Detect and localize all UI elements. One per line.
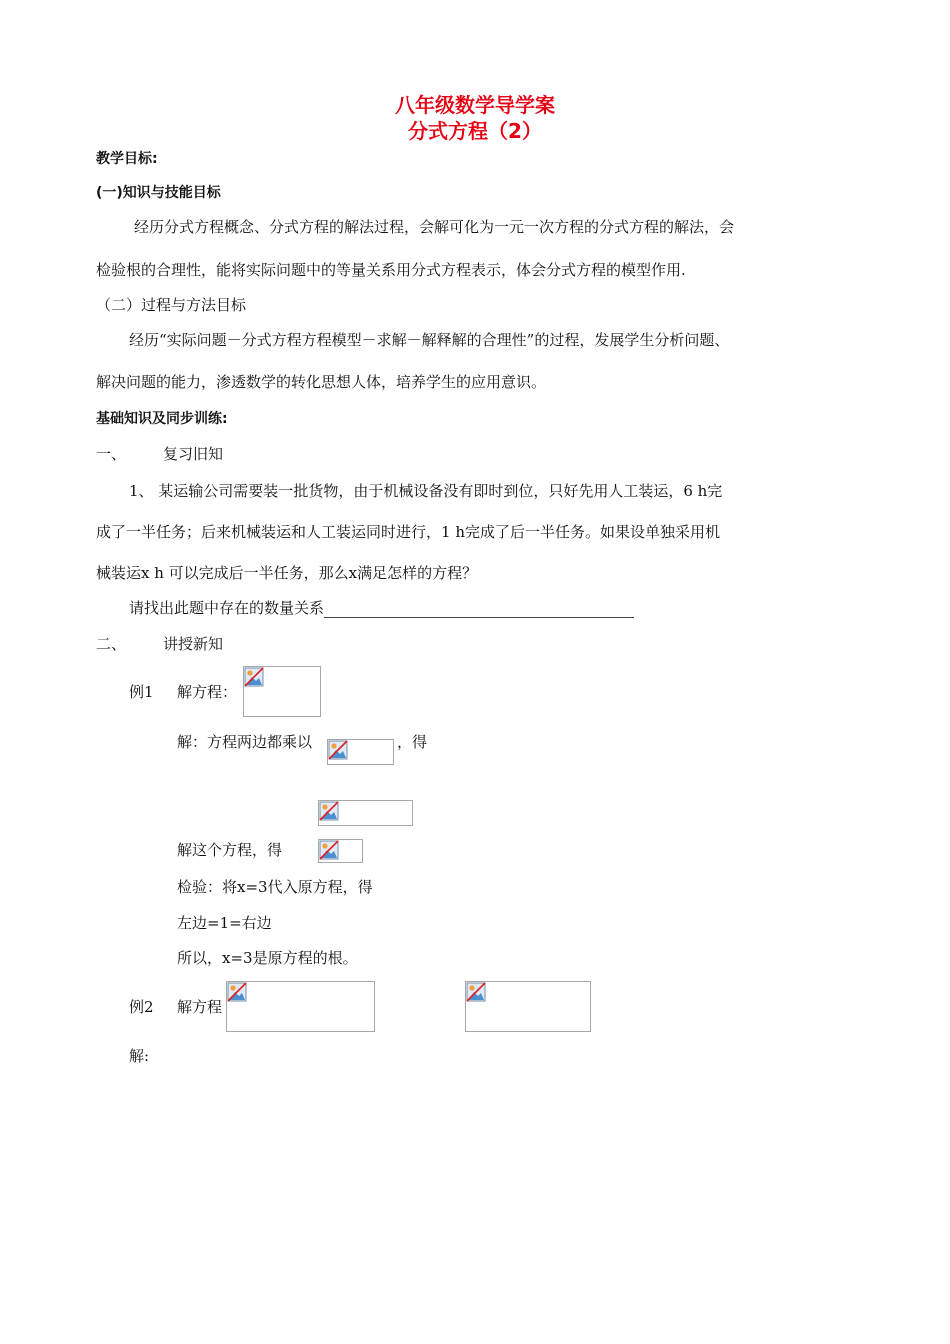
new-knowledge-title: 讲授新知 — [163, 635, 224, 653]
broken-image-icon — [466, 982, 486, 1002]
process-heading: （二）过程与方法目标 — [96, 296, 247, 314]
example-2-prompt: 解方程 — [177, 998, 223, 1016]
example-1-conclusion: 所以，x=3是原方程的根。 — [177, 949, 358, 967]
example-2-label: 例2 — [129, 998, 154, 1016]
equation-image-3 — [226, 981, 375, 1032]
question-1-prompt — [129, 598, 634, 618]
equation-image-2 — [318, 800, 413, 826]
review-number: 一、 — [96, 445, 127, 463]
broken-image-icon — [319, 801, 339, 821]
example-1-lhs-rhs: 左边=1=右边 — [177, 914, 272, 932]
multiplier-image — [327, 739, 394, 765]
equation-image-4 — [465, 981, 591, 1032]
knowledge-heading: (一)知识与技能目标 — [96, 185, 221, 201]
example-1-step-2: 解这个方程，得 — [177, 841, 283, 859]
broken-image-icon — [328, 740, 348, 760]
broken-image-icon — [227, 982, 247, 1002]
page-title: 八年级数学导学案 — [395, 93, 555, 117]
broken-image-icon — [319, 840, 339, 860]
broken-image-icon — [244, 667, 264, 687]
example-1-check: 检验：将x=3代入原方程，得 — [177, 878, 373, 896]
example-2-solution: 解: — [129, 1047, 150, 1065]
process-line-2: 解决问题的能力，渗透数学的转化思想人体，培养学生的应用意识。 — [96, 373, 547, 391]
training-heading: 基础知识及同步训练: — [96, 411, 228, 427]
review-title: 复习旧知 — [163, 445, 224, 463]
process-line-1: 经历“实际问题－分式方程方程模型－求解－解释解的合理性”的过程，发展学生分析问题、 — [129, 331, 730, 349]
knowledge-line-1: 经历分式方程概念、分式方程的解法过程，会解可化为一元一次方程的分式方程的解法，会 — [134, 218, 735, 236]
question-1-line-2: 成了一半任务；后来机械装运和人工装运同时进行，1 h完成了后一半任务。如果设单独采用机 — [96, 523, 720, 541]
new-knowledge-number: 二、 — [96, 635, 127, 653]
equation-image-1 — [243, 666, 321, 717]
example-1-step-1: 解：方程两边都乘以 — [177, 733, 313, 751]
knowledge-line-2: 检验根的合理性，能将实际问题中的等量关系用分式方程表示，体会分式方程的模型作用. — [96, 261, 686, 279]
example-1-label: 例1 — [129, 683, 154, 701]
question-1-line-3: 械装运x h 可以完成后一半任务，那么x满足怎样的方程？ — [96, 564, 478, 582]
objectives-heading: 教学目标: — [96, 151, 158, 167]
example-1-step-1-suffix: ，得 — [397, 733, 428, 751]
solution-image — [318, 839, 363, 863]
question-1-line-1: 1、 某运输公司需要装一批货物，由于机械设备没有即时到位，只好先用人工装运，6 h完 — [129, 482, 723, 500]
question-1-prompt-text: 请找出此题中存在的数量关系 — [129, 599, 325, 617]
answer-blank — [324, 601, 634, 618]
page-subtitle: 分式方程（2） — [408, 119, 542, 143]
example-1-prompt: 解方程： — [177, 683, 238, 701]
